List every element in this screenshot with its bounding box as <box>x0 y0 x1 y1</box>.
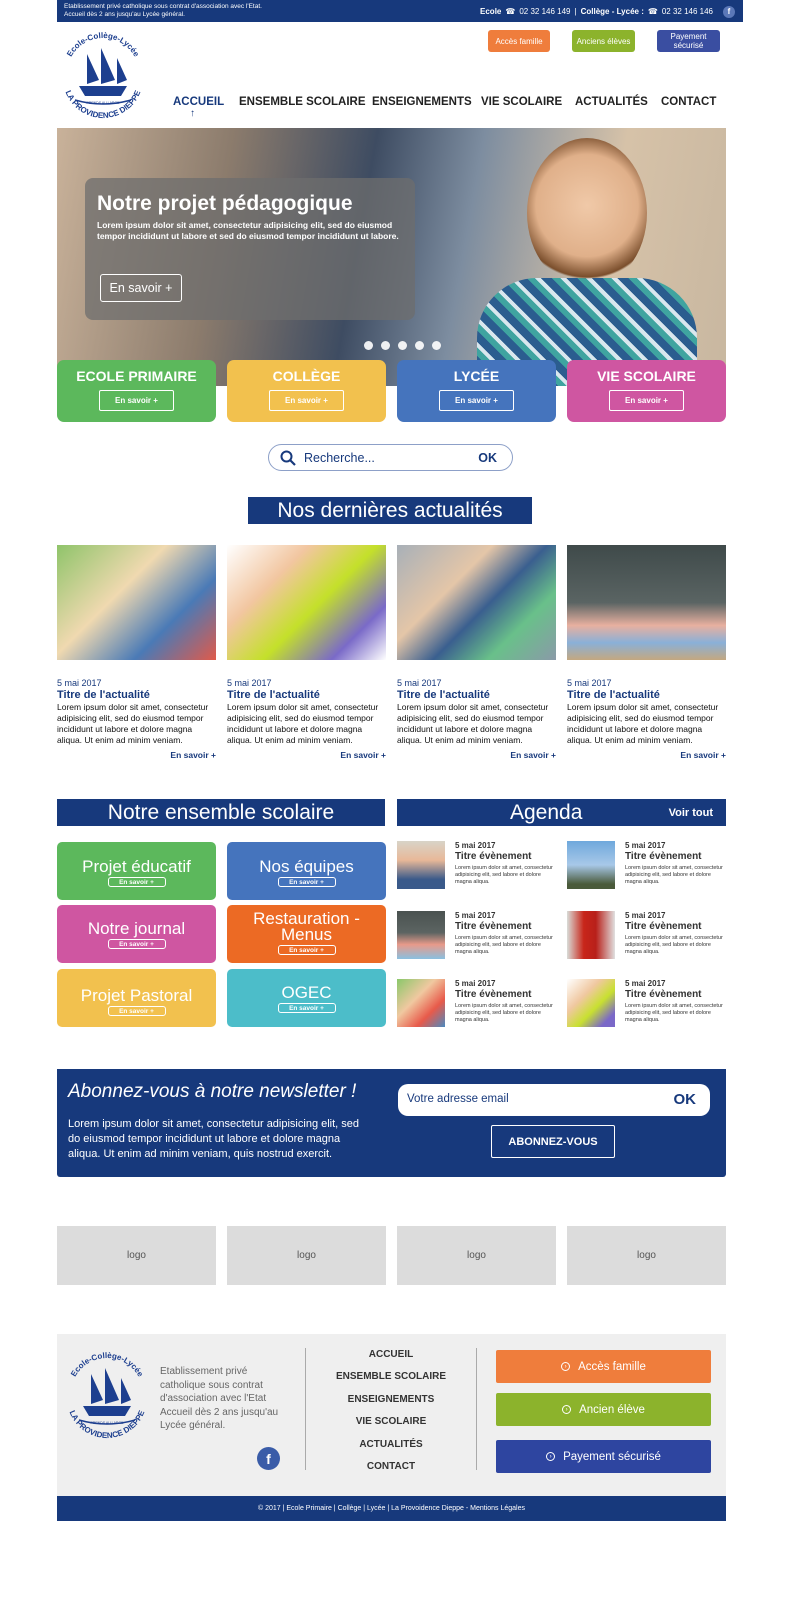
active-arrow-icon: ↑ <box>190 108 195 119</box>
footer-divider <box>476 1348 477 1470</box>
nav-item-contact[interactable]: CONTACT <box>661 96 717 108</box>
logo-ribbon: PRENDS AU LARGE <box>86 101 120 105</box>
news-title[interactable]: Titre de l'actualité <box>397 689 490 701</box>
partner-logo[interactable]: logo <box>397 1226 556 1285</box>
tile-title: Notre journal <box>87 919 186 938</box>
slider-dot[interactable] <box>398 341 407 350</box>
circle-arrow-icon: › <box>561 1362 570 1371</box>
facebook-icon[interactable]: f <box>723 6 735 18</box>
slider-dot[interactable] <box>381 341 390 350</box>
agenda-event[interactable] <box>397 979 557 1027</box>
hero-more-button[interactable]: En savoir + <box>100 274 182 302</box>
tile-more-button[interactable]: En savoir + <box>108 939 166 949</box>
phone-icon: ☎ <box>647 7 658 16</box>
tagline <box>64 3 304 19</box>
footer-ancien-eleve-button[interactable] <box>496 1393 711 1426</box>
newsletter-title: Abonnez-vous à notre newsletter ! <box>68 1081 357 1102</box>
agenda-event-title[interactable]: Titre évènement <box>625 921 702 932</box>
agenda-event[interactable] <box>567 841 727 889</box>
news-date: 5 mai 2017 <box>57 678 102 688</box>
newsletter-email-field[interactable] <box>398 1084 710 1116</box>
copyright-bar: © 2017 | Ecole Primaire | Collège | Lycée | La Provoidence Dieppe - Mentions Légales <box>57 1496 726 1521</box>
ensemble-section-title: Notre ensemble scolaire <box>57 799 385 826</box>
agenda-text: Lorem ipsum dolor sit amet, consectetur adipisicing elit, sed labore et dolore magna aliqua. <box>625 1003 723 1023</box>
news-title[interactable]: Titre de l'actualité <box>567 689 660 701</box>
newsletter-text: Lorem ipsum dolor sit amet, consectetur adipisicing elit, sed do eiusmod tempor incididunt ut labore et dolore magna aliqua. Ut enim ad minim veniam, quis nostrud exercit. <box>68 1118 360 1160</box>
slider-dots <box>364 341 441 350</box>
tile-more-button[interactable]: En savoir + <box>278 945 336 955</box>
hero-title: Notre projet pédagogique <box>97 192 353 215</box>
college-phone[interactable]: 02 32 146 146 <box>661 7 713 16</box>
agenda-text: Lorem ipsum dolor sit amet, consectetur adipisicing elit, sed labore et dolore magna aliqua. <box>625 935 723 955</box>
footer-link-ensemble-scolaire[interactable]: ENSEMBLE SCOLAIRE <box>335 1371 446 1383</box>
agenda-title: Agenda <box>510 801 583 824</box>
footer-link-contact[interactable]: CONTACT <box>366 1460 416 1472</box>
tile-title: OGEC <box>281 983 332 1002</box>
tile-title: Projet Pastoral <box>80 986 193 1005</box>
search-ok-button[interactable]: OK <box>478 450 497 465</box>
tile-projet-educatif[interactable] <box>57 842 216 900</box>
nav-item-enseignements[interactable]: ENSEIGNEMENTS <box>372 96 472 108</box>
category-title: LYCÉE <box>453 368 500 384</box>
news-more-link[interactable]: En savoir + <box>170 750 216 760</box>
agenda-event-title[interactable]: Titre évènement <box>455 921 532 932</box>
nav-item-actualites[interactable]: ACTUALITÉS <box>575 96 648 108</box>
category-more-button[interactable]: En savoir + <box>269 390 344 411</box>
news-title[interactable]: Titre de l'actualité <box>227 689 320 701</box>
agenda-header <box>397 799 726 826</box>
logo-top-text: Ecole-Collège-Lycée <box>65 30 141 59</box>
search-bar[interactable] <box>268 444 513 471</box>
agenda-date: 5 mai 2017 <box>625 911 666 920</box>
agenda-date: 5 mai 2017 <box>625 841 666 850</box>
nav-item-accueil[interactable]: ACCUEIL <box>173 96 225 108</box>
facebook-icon[interactable]: f <box>257 1447 280 1470</box>
footer <box>57 1334 726 1496</box>
payement-securise-button[interactable]: Payement sécurisé <box>657 30 720 52</box>
footer-description: Etablissement privé catholique sous contrat d'association avec l'Etat Accueil dès 2 ans jusqu'au Lycée général. <box>160 1366 279 1431</box>
agenda-image <box>567 911 615 959</box>
tile-more-button[interactable]: En savoir + <box>108 1006 166 1016</box>
agenda-date: 5 mai 2017 <box>455 979 496 988</box>
agenda-text: Lorem ipsum dolor sit amet, consectetur adipisicing elit, sed labore et dolore magna aliqua. <box>455 1003 553 1023</box>
contact-phones: Ecole ☎ 02 32 146 149 | Collège - Lycée : ☎ 02 32 146 146 f <box>480 6 735 18</box>
news-date: 5 mai 2017 <box>397 678 442 688</box>
newsletter-email-placeholder[interactable]: Votre adresse email <box>407 1093 509 1105</box>
search-input[interactable]: Recherche... <box>304 450 375 465</box>
agenda-event[interactable] <box>397 841 557 889</box>
news-card[interactable] <box>57 545 216 760</box>
agenda-event[interactable] <box>567 979 727 1027</box>
tile-more-button[interactable]: En savoir + <box>108 877 166 887</box>
logo-bottom-text: LA PROVIDENCE DIEPPE <box>63 89 143 120</box>
category-more-button[interactable]: En savoir + <box>99 390 174 411</box>
newsletter-ok-button[interactable]: OK <box>673 1091 696 1108</box>
news-text: Lorem ipsum dolor sit amet, consectetur adipisicing elit, sed do eiusmod tempor incididunt ut labore et dolore magna aliqua. Ut enim ad minim veniam. <box>57 702 209 745</box>
agenda-image <box>567 841 615 889</box>
agenda-date: 5 mai 2017 <box>455 911 496 920</box>
agenda-image <box>397 911 445 959</box>
category-vie-scolaire[interactable] <box>567 360 726 422</box>
footer-logo-top-text: Ecole-Collège-Lycée <box>69 1350 145 1379</box>
school-logo[interactable] <box>57 28 149 120</box>
footer-acces-famille-button[interactable] <box>496 1350 711 1383</box>
tile-notre-journal[interactable] <box>57 905 216 963</box>
slider-dot[interactable] <box>364 341 373 350</box>
footer-link-actualites[interactable]: ACTUALITÉS <box>359 1438 423 1450</box>
ecole-phone[interactable]: 02 32 146 149 <box>519 7 571 16</box>
slider-dot[interactable] <box>415 341 424 350</box>
agenda-date: 5 mai 2017 <box>455 841 496 850</box>
news-card[interactable] <box>227 545 386 760</box>
category-college[interactable] <box>227 360 386 422</box>
news-title[interactable]: Titre de l'actualité <box>57 689 150 701</box>
agenda-image <box>397 841 445 889</box>
tagline-line-1: Etablissement privé catholique sous contrat d'association avec l'Etat. <box>64 3 262 10</box>
tile-more-button[interactable]: En savoir + <box>278 1003 336 1013</box>
agenda-event-title[interactable]: Titre évènement <box>455 989 532 1000</box>
hero-text: Lorem ipsum dolor sit amet, consectetur adipisicing elit, sed do eiusmod tempor incididunt ut labore et sed do eiusmod tempor incididunt ut labore. <box>97 220 399 241</box>
search-icon <box>280 450 296 466</box>
college-label: Collège - Lycée : <box>580 7 644 16</box>
slider-dot[interactable] <box>432 341 441 350</box>
news-card[interactable] <box>567 545 726 760</box>
agenda-image <box>567 979 615 1027</box>
category-ecole-primaire[interactable] <box>57 360 216 422</box>
news-text: Lorem ipsum dolor sit amet, consectetur adipisicing elit, sed do eiusmod tempor incididunt ut labore et dolore magna aliqua. Ut enim ad minim veniam. <box>397 702 549 745</box>
news-image[interactable] <box>57 545 216 660</box>
news-section-title: Nos dernières actualités <box>248 497 532 524</box>
footer-links <box>317 1348 465 1482</box>
footer-payement-button[interactable] <box>496 1440 711 1473</box>
anciens-eleves-button[interactable]: Anciens élèves <box>572 30 635 52</box>
footer-button-label: Ancien élève <box>579 1403 645 1416</box>
tile-title: Projet éducatif <box>82 857 191 876</box>
acces-famille-button[interactable]: Accès famille <box>488 30 550 52</box>
agenda-date: 5 mai 2017 <box>625 979 666 988</box>
footer-link-vie-scolaire[interactable]: VIE SCOLAIRE <box>355 1416 427 1428</box>
category-title: VIE SCOLAIRE <box>597 368 696 384</box>
phone-icon: ☎ <box>505 7 516 16</box>
partner-logo[interactable]: logo <box>567 1226 726 1285</box>
hero-slider <box>57 128 726 386</box>
footer-logo-ribbon: PRENDS AU LARGE <box>90 1421 124 1425</box>
hero-photo-girl-face <box>527 138 647 288</box>
nav-item-ensemble-scolaire[interactable]: ENSEMBLE SCOLAIRE <box>239 96 366 108</box>
tile-title: Restauration - Menus <box>253 909 360 944</box>
category-title: ECOLE PRIMAIRE <box>76 368 197 384</box>
news-image[interactable] <box>397 545 556 660</box>
agenda-text: Lorem ipsum dolor sit amet, consectetur adipisicing elit, sed labore et dolore magna aliqua. <box>455 935 553 955</box>
category-more-button[interactable]: En savoir + <box>439 390 514 411</box>
footer-link-enseignements[interactable]: ENSEIGNEMENTS <box>347 1393 435 1405</box>
category-title: COLLÈGE <box>272 368 341 384</box>
news-card[interactable] <box>397 545 556 760</box>
tile-nos-equipes[interactable] <box>227 842 386 900</box>
tile-title: Nos équipes <box>259 857 354 876</box>
news-date: 5 mai 2017 <box>227 678 272 688</box>
footer-logo-bottom-text: LA PROVIDENCE DIEPPE <box>67 1409 147 1440</box>
news-image[interactable] <box>567 545 726 660</box>
agenda-event[interactable] <box>397 911 557 959</box>
category-lycee[interactable] <box>397 360 556 422</box>
footer-button-label: Accès famille <box>578 1360 646 1373</box>
ecole-label: Ecole <box>480 7 502 16</box>
news-text: Lorem ipsum dolor sit amet, consectetur adipisicing elit, sed do eiusmod tempor incididunt ut labore et dolore magna aliqua. Ut enim ad minim veniam. <box>567 702 719 745</box>
circle-arrow-icon: › <box>562 1405 571 1414</box>
footer-link-accueil[interactable]: ACCUEIL <box>368 1349 414 1360</box>
news-text: Lorem ipsum dolor sit amet, consectetur adipisicing elit, sed do eiusmod tempor incididunt ut labore et dolore magna aliqua. Ut enim ad minim veniam. <box>227 702 379 745</box>
agenda-text: Lorem ipsum dolor sit amet, consectetur adipisicing elit, sed labore et dolore magna aliqua. <box>625 865 723 885</box>
tile-restauration-menus[interactable] <box>227 905 386 963</box>
agenda-event-title[interactable]: Titre évènement <box>455 851 532 862</box>
partner-logo[interactable]: logo <box>57 1226 216 1285</box>
tile-ogec[interactable] <box>227 969 386 1027</box>
nav-item-vie-scolaire[interactable]: VIE SCOLAIRE <box>481 96 563 108</box>
news-image[interactable] <box>227 545 386 660</box>
top-bar <box>57 0 743 22</box>
tagline-line-2: Accueil dès 2 ans jusqu'au Lycée général. <box>64 11 185 18</box>
footer-button-label: Payement sécurisé <box>563 1450 661 1463</box>
footer-logo[interactable] <box>61 1348 153 1440</box>
subscribe-button[interactable]: ABONNEZ-VOUS <box>491 1125 615 1158</box>
category-more-button[interactable]: En savoir + <box>609 390 684 411</box>
tile-projet-pastoral[interactable] <box>57 969 216 1027</box>
tile-more-button[interactable]: En savoir + <box>278 877 336 887</box>
news-date: 5 mai 2017 <box>567 678 612 688</box>
newsletter-section <box>57 1069 726 1177</box>
news-more-link[interactable]: En savoir + <box>510 750 556 760</box>
agenda-event[interactable] <box>567 911 727 959</box>
agenda-image <box>397 979 445 1027</box>
circle-arrow-icon: › <box>546 1452 555 1461</box>
news-more-link[interactable]: En savoir + <box>680 750 726 760</box>
footer-divider <box>305 1348 306 1470</box>
agenda-event-title[interactable]: Titre évènement <box>625 989 702 1000</box>
agenda-event-title[interactable]: Titre évènement <box>625 851 702 862</box>
agenda-text: Lorem ipsum dolor sit amet, consectetur adipisicing elit, sed labore et dolore magna aliqua. <box>455 865 553 885</box>
news-more-link[interactable]: En savoir + <box>340 750 386 760</box>
partner-logo[interactable]: logo <box>227 1226 386 1285</box>
agenda-voir-tout-link[interactable]: Voir tout <box>668 807 713 819</box>
